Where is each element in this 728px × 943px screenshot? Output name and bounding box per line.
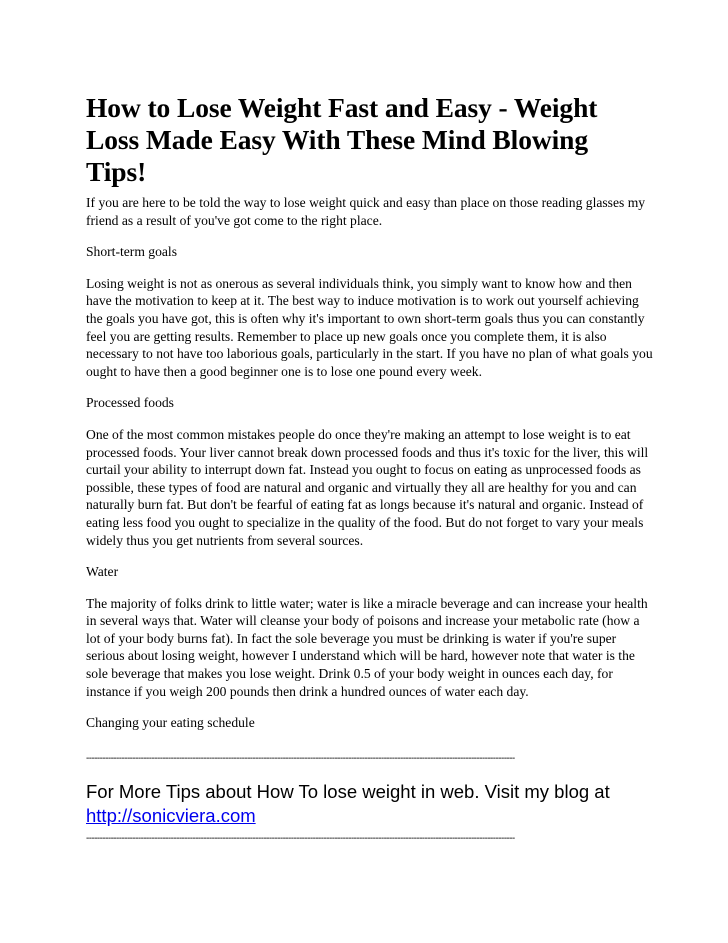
section-heading-short-term-goals: Short-term goals <box>86 244 177 260</box>
document-page <box>86 92 654 844</box>
section-body-short-term-goals: Losing weight is not as onerous as several individuals think, you simply want to know how and then have the motivation to keep at it. The best way to induce motivation is to work out yourself achieving the goals you have got, this is often why it's important to own short-term goals thus you can constantly feel you are getting results. Remember to place up new goals once you complete them, it is also necessary to not have too laborious goals, particularly in the start. If you have no plan of what goals you ought to have then a good beginner one is to lose one pound every week. <box>86 275 653 379</box>
top-divider: ------------------------------------------------------------------------------------------------------------------------------------------------------------- <box>86 753 515 764</box>
footer-promo <box>86 780 654 828</box>
bottom-divider: ------------------------------------------------------------------------------------------------------------------------------------------------------------- <box>86 833 515 844</box>
article-title: How to Lose Weight Fast and Easy - Weight Loss Made Easy With These Mind Blowing Tips! <box>86 92 598 187</box>
section-heading-eating-schedule: Changing your eating schedule <box>86 715 255 731</box>
section-body-water: The majority of folks drink to little water; water is like a miracle beverage and can increase your health in several ways that. Water will cleanse your body of poisons and increase your metabolic rate (how a lot of your body burns fat). In fact the sole beverage you must be drinking is water if you're super serious about losing weight, however I understand which will be hard, however note that water is the sole beverage that makes you lose weight. Drink 0.5 of your body weight in ounces each day, for instance if you weigh 200 pounds then drink a hundred ounces of water each day. <box>86 595 648 699</box>
section-heading-water: Water <box>86 564 119 580</box>
intro-paragraph: If you are here to be told the way to lose weight quick and easy than place on those reading glasses my friend as a result of you've got come to the right place. <box>86 195 646 228</box>
section-body-processed-foods: One of the most common mistakes people do once they're making an attempt to lose weight is to eat processed foods. Your liver cannot break down processed foods and thus it's toxic for the liver, this will curtail your ability to interrupt down fat. Instead you ought to focus on eating as unprocessed foods as possible, these types of food are natural and organic and virtually they all are healthy for you and can naturally burn fat. But don't be fearful of eating fat as longs because it's natural and organic. Instead of eating less food you ought to specialize in the quality of the food. But do not forget to vary your meals widely thus you get nutrients from several sources. <box>86 426 649 548</box>
blog-link[interactable]: http://sonicviera.com <box>86 804 256 826</box>
footer-promo-text: For More Tips about How To lose weight in web. Visit my blog at <box>86 780 610 802</box>
section-heading-processed-foods: Processed foods <box>86 395 174 411</box>
